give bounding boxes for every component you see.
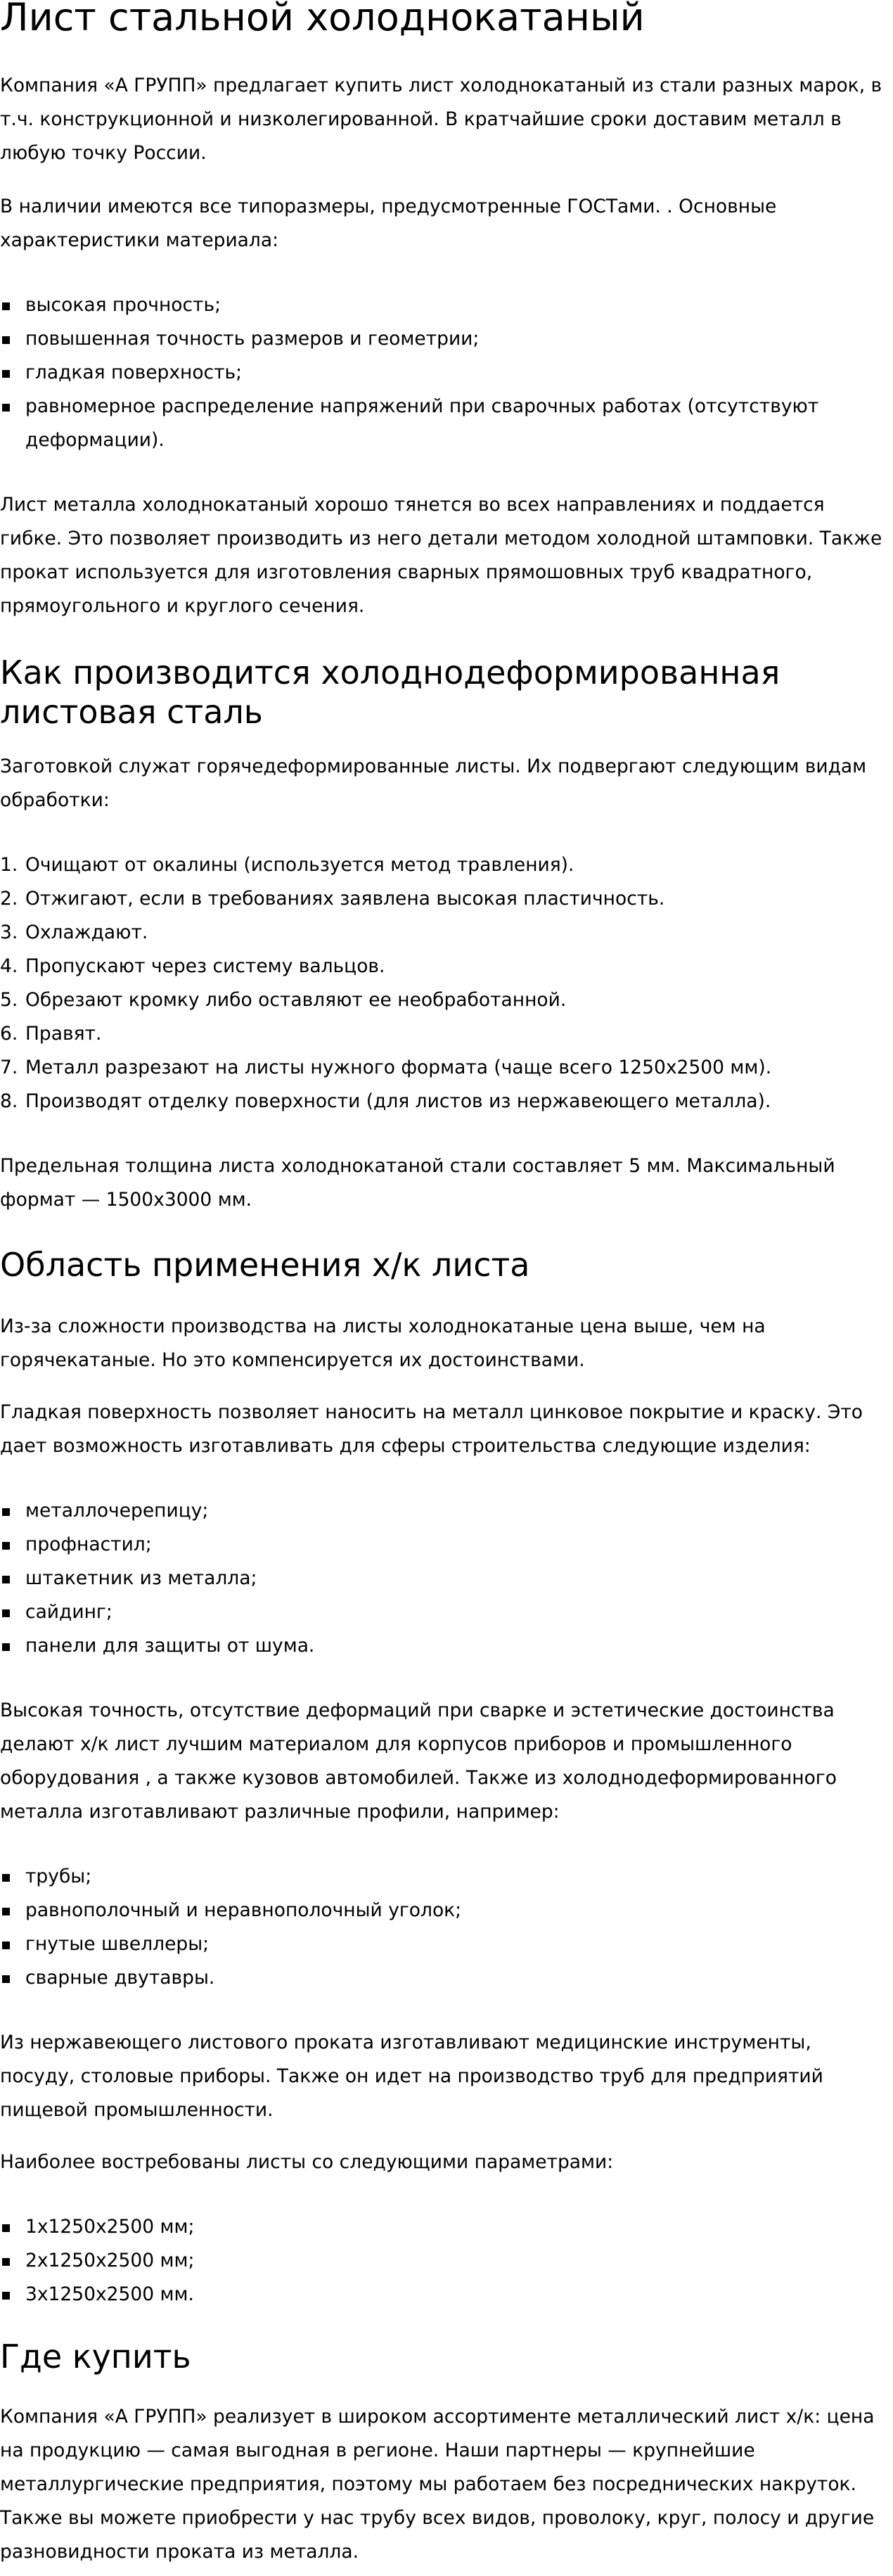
list-item — [0, 1085, 892, 1118]
list-item: панели для защиты от шума. — [0, 1629, 892, 1663]
list-item — [0, 916, 892, 950]
properties-list — [0, 288, 892, 457]
list-item: высокая прочность; — [0, 288, 892, 322]
list-item: сварные двутавры. — [0, 1961, 892, 1995]
step-text: Производят отделку поверхности (для листов из нержавеющего металла). — [25, 1090, 771, 1112]
list-item: 3х1250х2500 мм. — [0, 2278, 892, 2312]
step-text: Правят. — [25, 1023, 102, 1045]
application-heading: Область применения х/к листа — [0, 1246, 530, 1284]
step-number: 5. — [0, 989, 18, 1011]
step-text: Металл разрезают на листы нужного формата (чаще всего 1250х2500 мм). — [25, 1057, 772, 1078]
application-paragraph-5: Наиболее востребованы листы со следующими параметрами: — [0, 2151, 614, 2173]
list-item — [0, 1051, 892, 1085]
list-item: равнополочный и неравнополочный уголок; — [0, 1894, 892, 1927]
application-paragraph-2: Гладкая поверхность позволяет наносить на металл цинковое покрытие и краску. Это дает возможность изготавливать для сферы строительства следующие изделия: — [0, 1401, 863, 1457]
buy-heading: Где купить — [0, 2338, 191, 2376]
production-paragraph-2: Предельная толщина листа холоднокатаной стали составляет 5 мм. Максимальный формат — 1500х3000 мм. — [0, 1155, 835, 1211]
intro-paragraph-3: Лист металла холоднокатаный хорошо тянется во всех направлениях и поддается гибке. Это позволяет производить из него детали методом холодной штамповки. Также прокат используется для изготовления сварных прямошовных труб квадратного, прямоугольного и круглого сечения. — [0, 494, 882, 617]
list-item: 1х1250х2500 мм; — [0, 2210, 892, 2244]
list-item: трубы; — [0, 1860, 892, 1894]
application-paragraph-3: Высокая точность, отсутствие деформаций при сварке и эстетические достоинства делают х/к лист лучшим материалом для корпусов приборов и промышленного оборудования , а также кузовов автомобилей. Также из холоднодеформированного металла изготавливают различные профили, например: — [0, 1700, 837, 1823]
production-paragraph-1: Заготовкой служат горячедеформированные листы. Их подвергают следующим видам обработки: — [0, 755, 867, 811]
list-item — [0, 882, 892, 916]
list-item: гнутые швеллеры; — [0, 1927, 892, 1961]
step-text: Обрезают кромку либо оставляют ее необработанной. — [25, 989, 567, 1011]
step-text: Отжигают, если в требованиях заявлена высокая пластичность. — [25, 888, 665, 910]
step-text: Пропускают через систему вальцов. — [25, 955, 385, 977]
list-item — [0, 983, 892, 1017]
list-item: штакетник из металла; — [0, 1562, 892, 1595]
application-paragraph-1: Из-за сложности производства на листы холоднокатаные цена выше, чем на горячекатаные. Но это компенсируется их достоинствами. — [0, 1315, 766, 1371]
step-number: 7. — [0, 1057, 18, 1078]
list-item — [0, 848, 892, 882]
list-item: профнастил; — [0, 1528, 892, 1562]
intro-paragraph-1: Компания «А ГРУПП» предлагает купить лист холоднокатаный из стали разных марок, в т.ч. конструкционной и низколегированной. В кратчайшие сроки доставим металл в любую точку России. — [0, 75, 882, 164]
step-number: 4. — [0, 955, 18, 977]
list-item: сайдинг; — [0, 1595, 892, 1629]
list-item: повышенная точность размеров и геометрии; — [0, 322, 892, 356]
step-number: 1. — [0, 854, 18, 876]
step-text: Охлаждают. — [25, 922, 148, 943]
step-number: 8. — [0, 1090, 18, 1112]
list-item: 2х1250х2500 мм; — [0, 2244, 892, 2278]
list-item: гладкая поверхность; — [0, 356, 892, 390]
list-item: равномерное распределение напряжений при сварочных работах (отсутствуют деформации). — [0, 390, 892, 457]
production-steps-list — [0, 848, 892, 1118]
step-number: 6. — [0, 1023, 18, 1045]
building-items-list — [0, 1494, 892, 1663]
step-number: 2. — [0, 888, 18, 910]
sizes-list — [0, 2210, 892, 2312]
profiles-list — [0, 1860, 892, 1995]
step-text: Очищают от окалины (используется метод травления). — [25, 854, 574, 876]
list-item — [0, 950, 892, 983]
page-title: Лист стальной холоднокатаный — [0, 0, 645, 39]
application-paragraph-4: Из нержавеющего листового проката изготавливают медицинские инструменты, посуду, столовые приборы. Также он идет на производство труб для предприятий пищевой промышленности. — [0, 2032, 823, 2121]
buy-paragraph: Компания «А ГРУПП» реализует в широком ассортименте металлический лист х/к: цена на продукцию — самая выгодная в регионе. Наши партнеры — крупнейшие металлургические предприятия, поэтому мы работаем без посреднических накруток. Также вы можете приобрести у нас трубу всех видов, проволоку, круг, полосу и другие разновидности проката из металла. — [0, 2406, 875, 2563]
intro-paragraph-2: В наличии имеются все типоразмеры, предусмотренные ГОСТами. . Основные характеристики материала: — [0, 196, 777, 251]
production-heading: Как производится холоднодеформированная листовая сталь — [0, 653, 780, 731]
list-item — [0, 1017, 892, 1051]
list-item: металлочерепицу; — [0, 1494, 892, 1528]
step-number: 3. — [0, 922, 18, 943]
